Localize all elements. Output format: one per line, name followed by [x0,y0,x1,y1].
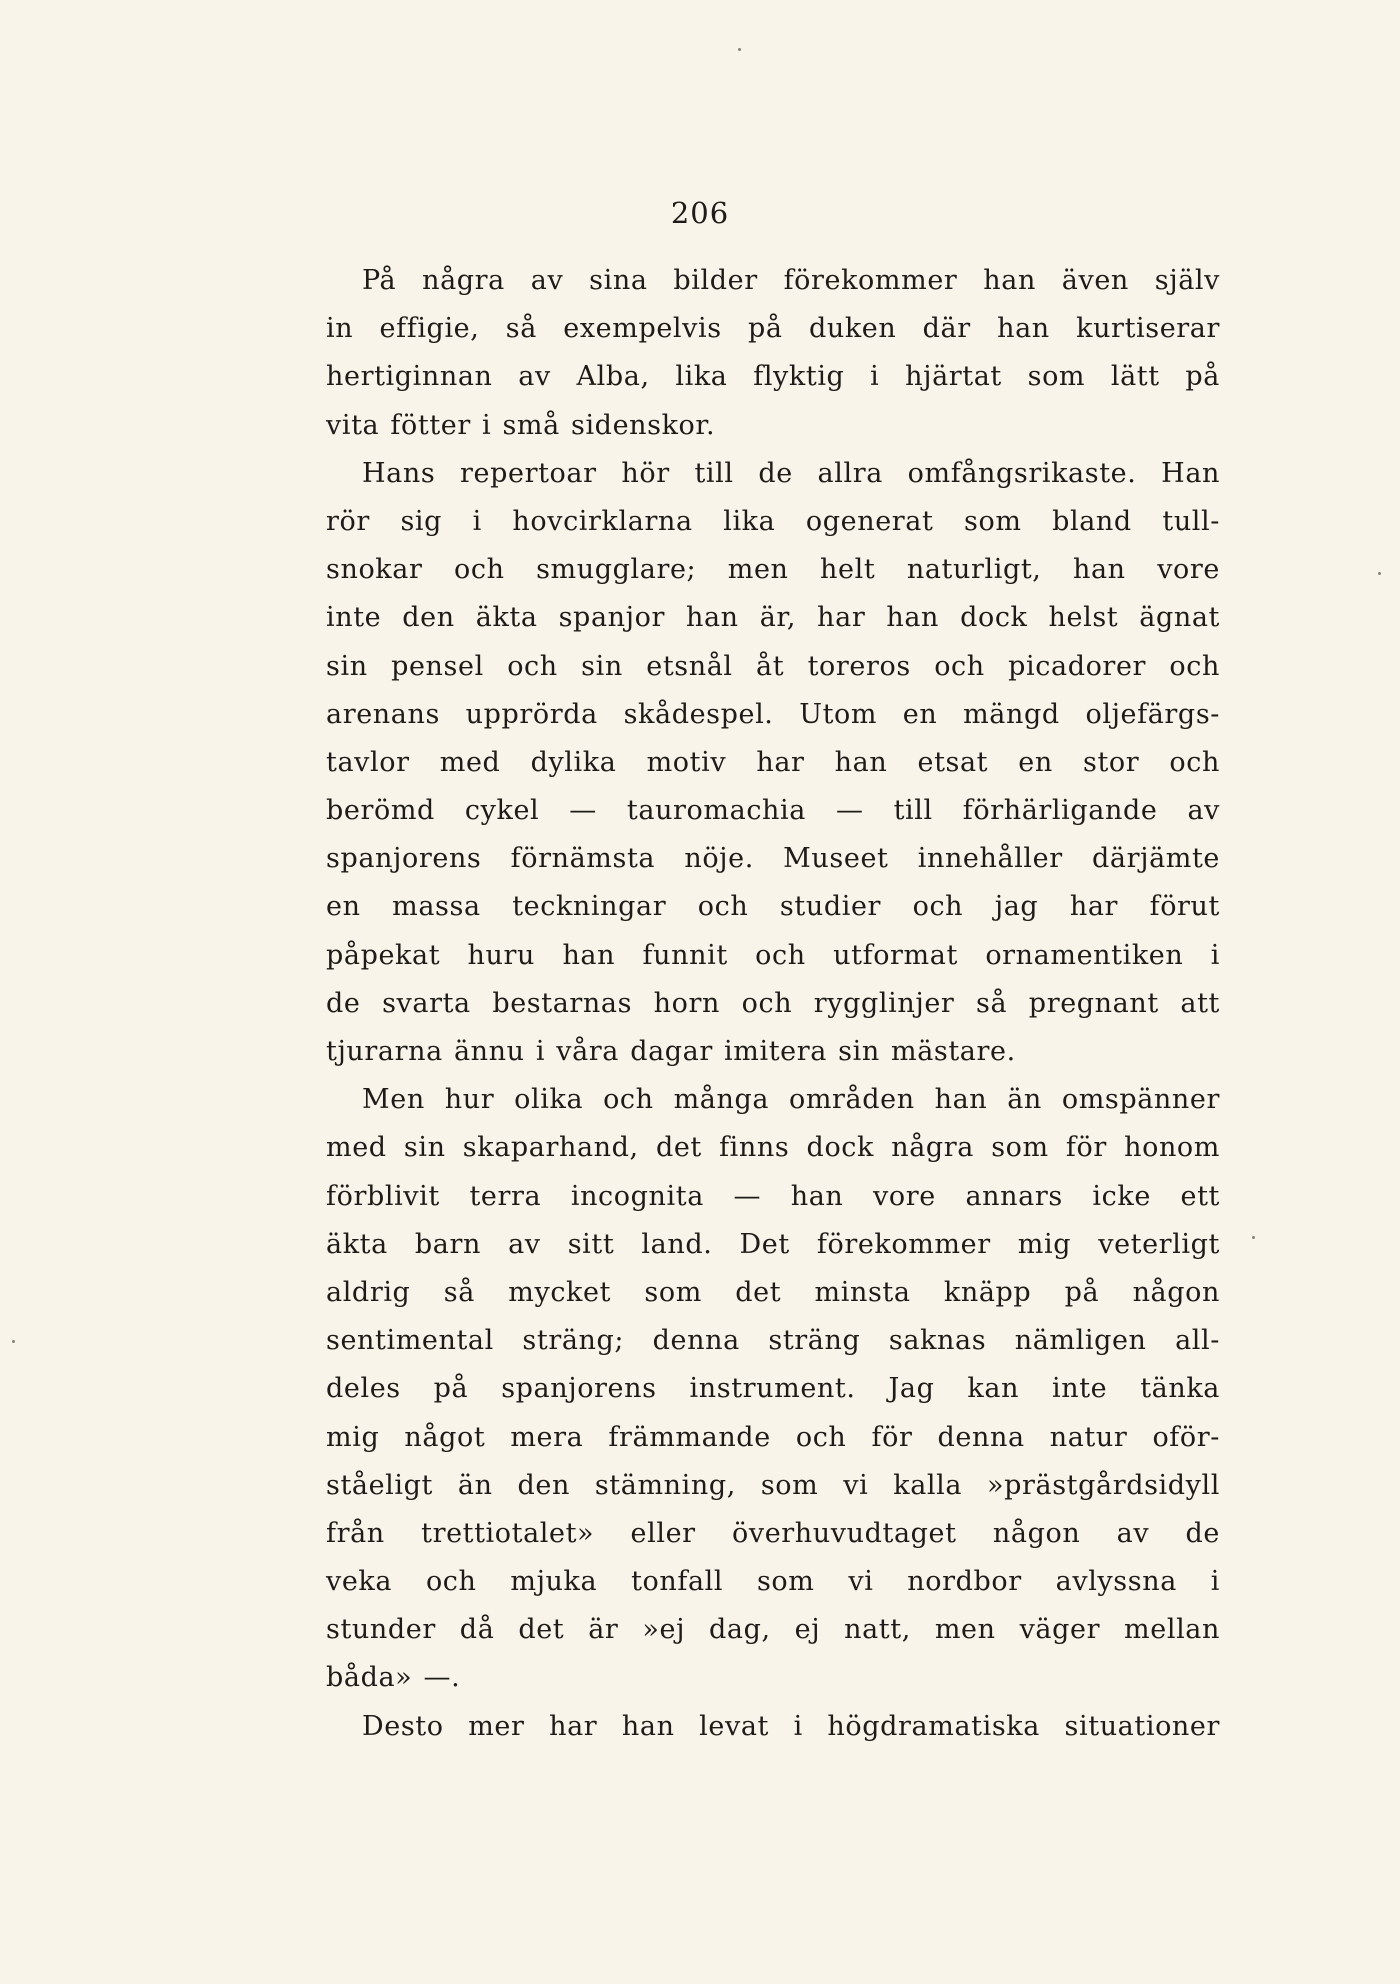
text-line: Hans repertoar hör till de allra omfångsrikaste. Han [362,457,1220,489]
text-line: berömd cykel — tauromachia — till förhärligande av [326,795,1220,827]
paper-speck [12,1340,15,1343]
text-line: aldrig så mycket som det minsta knäpp på någon [326,1276,1220,1308]
text-line: rör sig i hovcirklarna lika ogenerat som bland tull- [326,505,1220,537]
text-line: med sin skaparhand, det finns dock några som för honom [326,1132,1220,1164]
text-line: från trettiotalet» eller överhuvudtaget någon av de [326,1517,1220,1549]
text-line: inte den äkta spanjor han är, har han dock helst ägnat [326,602,1220,634]
text-line: Desto mer har han levat i högdramatiska situationer [362,1710,1220,1742]
text-line: vita fötter i små sidenskor. [326,409,716,441]
text-line: spanjorens förnämsta nöje. Museet innehåller därjämte [326,843,1220,875]
text-line: mig något mera främmande och för denna natur oför- [326,1421,1220,1453]
text-line: snokar och smugglare; men helt naturligt, han vore [326,554,1220,586]
text-line: sentimental sträng; denna sträng saknas nämligen all- [326,1325,1220,1357]
text-line: tavlor med dylika motiv har han etsat en stor och [326,746,1220,778]
text-line: äkta barn av sitt land. Det förekommer mig veterligt [326,1228,1220,1260]
text-line: veka och mjuka tonfall som vi nordbor avlyssna i [326,1566,1220,1598]
text-line: sin pensel och sin etsnål åt toreros och picadorer och [326,650,1220,682]
text-line: deles på spanjorens instrument. Jag kan inte tänka [326,1373,1220,1405]
text-line: Men hur olika och många områden han än omspänner [362,1084,1220,1116]
text-line: stunder då det är »ej dag, ej natt, men väger mellan [326,1614,1220,1646]
text-line: tjurarna ännu i våra dagar imitera sin mästare. [326,1036,1016,1067]
text-line: ståeligt än den stämning, som vi kalla »prästgårdsidyll [326,1469,1220,1501]
paper-speck [1378,572,1381,575]
text-line: På några av sina bilder förekommer han även själv [362,265,1220,296]
paper-speck [738,48,741,51]
paper-speck [1252,1236,1255,1239]
text-line: hertiginnan av Alba, lika flyktig i hjärtat som lätt på [326,361,1220,393]
text-line: påpekat huru han funnit och utformat ornamentiken i [326,939,1220,971]
page-number: 206 [670,196,730,230]
text-line: en massa teckningar och studier och jag har förut [326,891,1220,923]
text-line: in effigie, så exempelvis på duken där han kurtiserar [326,313,1220,345]
text-line: de svarta bestarnas horn och rygglinjer så pregnant att [326,987,1220,1019]
body-text [326,257,1220,1751]
text-line: förblivit terra incognita — han vore annars icke ett [326,1180,1220,1212]
text-line: båda» —. [326,1662,461,1694]
text-line: arenans upprörda skådespel. Utom en mängd oljefärgs- [326,698,1220,730]
